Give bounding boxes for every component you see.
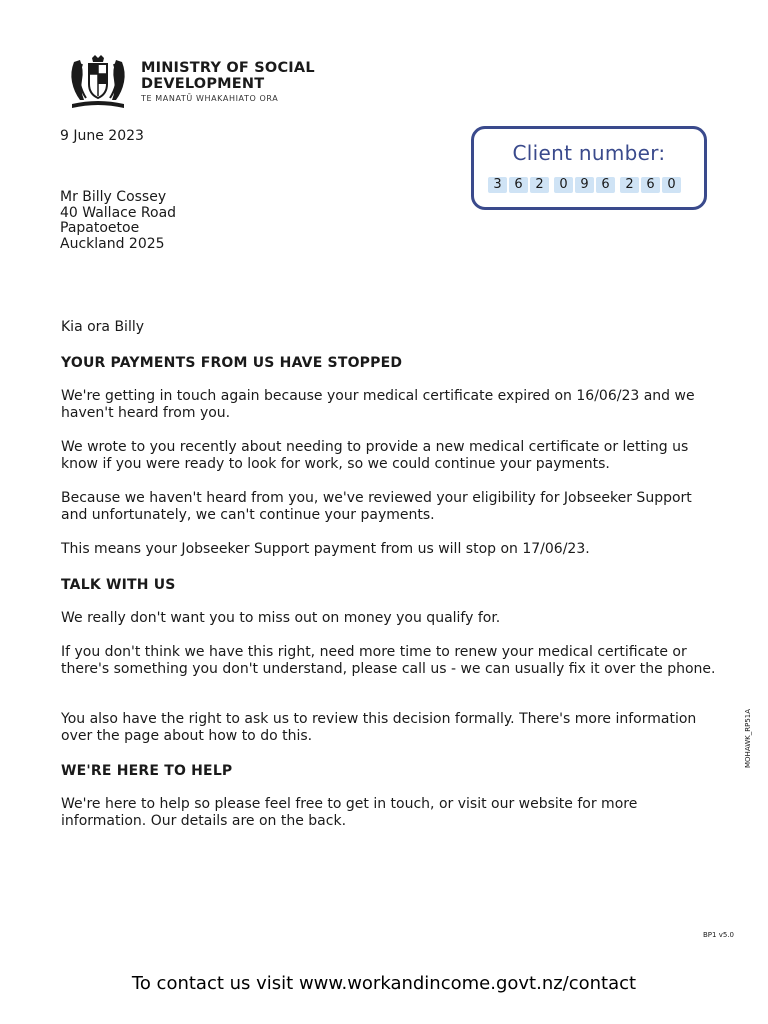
client-number-digit: 6 bbox=[641, 177, 660, 193]
client-number-digit: 0 bbox=[554, 177, 573, 193]
org-name-line-1: MINISTRY OF SOCIAL bbox=[141, 60, 315, 76]
version-label: BP1 v5.0 bbox=[703, 931, 734, 939]
client-number-digit: 6 bbox=[509, 177, 528, 193]
paragraph-get-in-touch: We're here to help so please feel free to get in touch, or visit our website for more information. Our details are on the back. bbox=[61, 796, 638, 829]
section-heading-payments-stopped: YOUR PAYMENTS FROM US HAVE STOPPED bbox=[61, 355, 403, 371]
paragraph-miss-out: We really don't want you to miss out on money you qualify for. bbox=[61, 610, 501, 626]
document-code: MOHAWK_RP51A bbox=[744, 708, 752, 768]
recipient-address bbox=[60, 190, 176, 252]
address-line: Mr Billy Cossey bbox=[60, 189, 167, 205]
letter-date: 9 June 2023 bbox=[60, 128, 144, 144]
paragraph-certificate-expired: We're getting in touch again because your medical certificate expired on 16/06/23 and we haven't heard from you. bbox=[61, 388, 695, 421]
paragraph-call-us: If you don't think we have this right, need more time to renew your medical certificate or there's something you don't understand, please call us - we can usually fix it over the phone. bbox=[61, 644, 716, 677]
client-number-digit: 6 bbox=[596, 177, 615, 193]
client-number-digit: 3 bbox=[488, 177, 507, 193]
nz-coat-of-arms-icon bbox=[66, 54, 130, 110]
client-number-digits bbox=[488, 177, 681, 193]
paragraph-reviewed-eligibility: Because we haven't heard from you, we've reviewed your eligibility for Jobseeker Support and unfortunately, we can't continue your payments. bbox=[61, 490, 692, 523]
paragraph-wrote-recently: We wrote to you recently about needing to provide a new medical certificate or letting us know if you were ready to look for work, so we could continue your payments. bbox=[61, 439, 689, 472]
paragraph-right-to-review: You also have the right to ask us to review this decision formally. There's more information over the page about how to do this. bbox=[61, 711, 697, 744]
client-number-digit: 2 bbox=[620, 177, 639, 193]
greeting: Kia ora Billy bbox=[61, 319, 145, 335]
org-tagline: TE MANATŪ WHAKAHIATO ORA bbox=[141, 94, 279, 103]
address-line: Papatoetoe bbox=[60, 220, 140, 236]
address-line: 40 Wallace Road bbox=[60, 204, 177, 221]
client-number-box bbox=[471, 126, 707, 210]
client-number-label: Client number: bbox=[512, 141, 666, 165]
org-name bbox=[141, 60, 315, 92]
paragraph-payment-stop: This means your Jobseeker Support payment from us will stop on 17/06/23. bbox=[61, 541, 590, 557]
client-number-digit: 2 bbox=[530, 177, 549, 193]
org-name-line-2: DEVELOPMENT bbox=[141, 76, 265, 92]
client-number-digit: 9 bbox=[575, 177, 594, 193]
address-line: Auckland 2025 bbox=[60, 235, 165, 252]
section-heading-talk-with-us: TALK WITH US bbox=[61, 577, 176, 593]
client-number-digit: 0 bbox=[662, 177, 681, 193]
section-heading-here-to-help: WE'RE HERE TO HELP bbox=[61, 763, 233, 779]
contact-footer: To contact us visit www.workandincome.govt.nz/contact bbox=[131, 973, 637, 994]
